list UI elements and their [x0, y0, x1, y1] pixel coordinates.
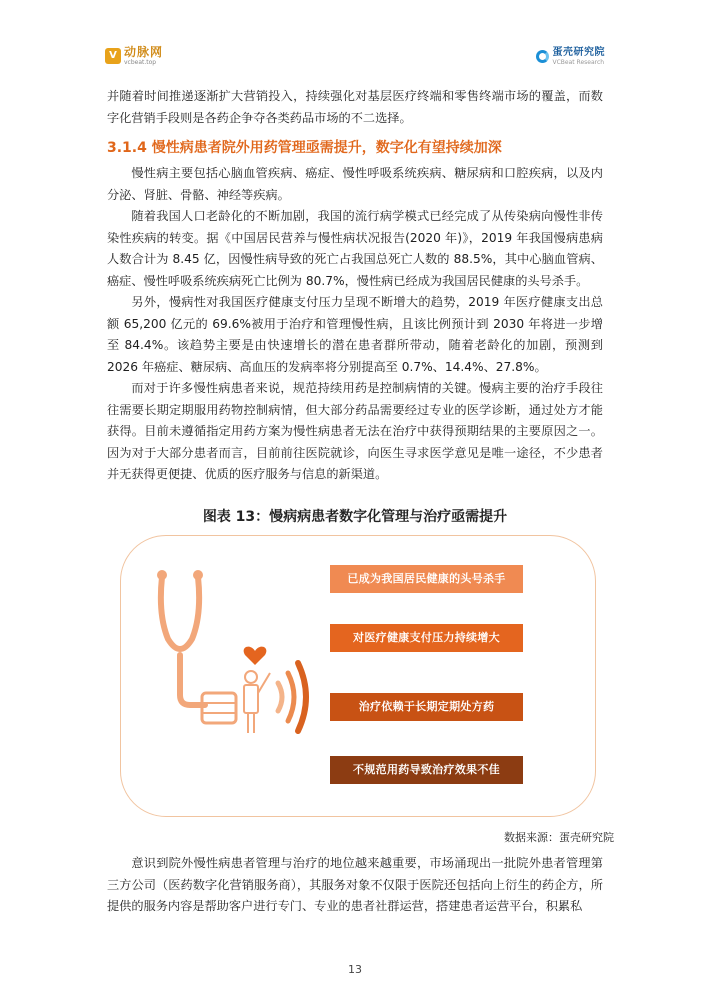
figure-title: 图表 13：慢病病患者数字化管理与治疗亟需提升	[202, 509, 508, 525]
page-number: 13	[348, 963, 362, 976]
closing-paragraph: 意识到院外慢性病患者管理与治疗的地位越来越重要，市场涌现出一批院外患者管理第三方公司（医药数字化营销服务商），其服务对象不仅限于医院还包括向上衍生的药企方，所提供的服务内容是帮助客户进行专门、专业的患者社群运营，搭建患者运营平台，积累私	[107, 856, 603, 913]
figure-bar-label: 治疗依赖于长期定期处方药	[358, 700, 495, 713]
stethoscope-icon	[161, 577, 205, 705]
figure-bar-3	[330, 693, 523, 721]
figure-bar-label: 对医疗健康支付压力持续增大	[353, 631, 500, 644]
paragraph: 随着我国人口老龄化的不断加剧，我国的流行病学模式已经完成了从传染病向慢性非传染性疾病的转变。据《中国居民营养与慢性病状况报告(2020 年)》，2019 年我国慢病患病人数合计为 8.45 亿，因慢性病导致的死亡占我国总死亡人数的 88.5%，其中心脑血管病、癌症、慢性呼吸系统疾病死亡比例为 80.7%，慢性病已经成为我国居民健康的头号杀手。	[107, 209, 603, 288]
closing-block	[107, 853, 603, 918]
stethoscope-patient-illustration	[150, 555, 330, 795]
patient-icon	[244, 671, 270, 733]
stethoscope-chestpiece-icon	[202, 693, 236, 723]
signal-waves-icon	[278, 663, 306, 731]
paragraph: 慢性病主要包括心脑血管疾病、癌症、慢性呼吸系统疾病、糖尿病和口腔疾病，以及内分泌、肾脏、骨骼、神经等疾病。	[107, 166, 603, 202]
figure-bar-label: 不规范用药导致治疗效果不佳	[353, 763, 500, 776]
section-title: 3.1.4 慢性病患者院外用药管理亟需提升，数字化有望持续加深	[107, 140, 502, 156]
page-header	[105, 46, 605, 74]
vcbeat-logo-name: 动脉网	[124, 45, 164, 59]
paragraph: 而对于许多慢性病患者来说，规范持续用药是控制病情的关键。慢病主要的治疗手段往往需要长期定期服用药物控制病情，但大部分药品需要经过专业的医学诊断，通过处方才能获得。目前未遵循指定用药方案为慢性病患者无法在治疗中获得预期结果的主要原因之一。因为对于大部分患者而言，目前前往医院就诊，向医生寻求医学意见是唯一途径，不少患者并无获得更便捷、优质的医疗服务与信息的新渠道。	[107, 381, 603, 481]
vcbeat-logo-sub: vcbeat.top	[124, 59, 157, 66]
vcbeat-logo-icon: V	[105, 48, 121, 64]
figure-source: 数据来源：蛋壳研究院	[504, 831, 614, 844]
vcbeat-research-logo	[536, 46, 606, 67]
figure-bar-label: 已成为我国居民健康的头号杀手	[347, 572, 506, 585]
research-logo-sub: VCBeat Research	[552, 59, 605, 66]
intro-block	[107, 86, 603, 129]
figure-bar-2	[330, 624, 523, 652]
paragraph: 另外，慢病性对我国医疗健康支付压力呈现不断增大的趋势，2019 年医疗健康支出总额 65,200 亿元的 69.6%被用于治疗和管理慢性病，且该比例预计到 2030 年将进一步增至 84.4%。该趋势主要是由快速增长的潜在患者群所带动，随着老龄化的加剧，预测到 2026 年癌症、糖尿病、高血压的发病率将分别提高至 0.7%、14.4%、27.8%。	[107, 295, 603, 374]
intro-paragraph: 并随着时间推递逐渐扩大营销投入，持续强化对基层医疗终端和零售终端市场的覆盖，而数字化营销手段则是各药企争夺各类药品市场的不二选择。	[107, 89, 603, 125]
heart-icon	[244, 647, 267, 665]
research-logo-name: 蛋壳研究院	[552, 47, 605, 58]
vcbeat-logo	[105, 46, 163, 67]
body-text	[107, 163, 603, 486]
eggshell-logo-icon	[536, 50, 549, 63]
figure-bar-4	[330, 756, 523, 784]
figure-bar-1	[330, 565, 523, 593]
